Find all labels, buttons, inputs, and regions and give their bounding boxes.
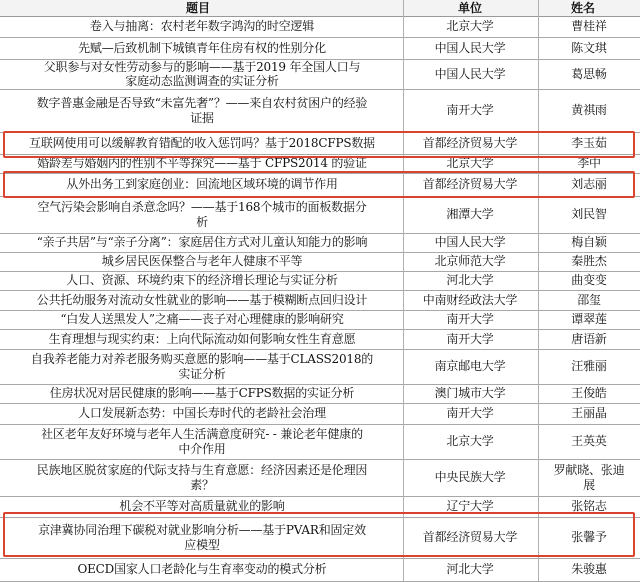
row-name-cell: [540, 37, 638, 59]
header-unit: 单位: [458, 1, 483, 15]
row-unit: 河北大学: [446, 273, 494, 288]
column-divider: [538, 0, 539, 581]
row-name-cell: [540, 310, 638, 329]
row-title: 婚龄差与婚姻内的性别不平等探究——基于 CFPS2014 的验证: [37, 156, 367, 171]
table-row: [0, 89, 640, 133]
row-name: 葛思畅: [571, 66, 607, 81]
row-title-cell: [2, 349, 402, 384]
row-title-cell: [2, 37, 402, 59]
row-name-cell: [540, 349, 638, 384]
row-title-cell: [2, 558, 402, 581]
row-unit: 南开大学: [446, 312, 494, 327]
row-unit: 中国人民大学: [434, 66, 506, 81]
table-row: [0, 233, 640, 253]
row-unit: 北京师范大学: [434, 254, 506, 269]
row-title-cell: [2, 310, 402, 329]
row-unit: 澳门城市大学: [434, 386, 506, 401]
row-name-cell: [540, 384, 638, 403]
row-unit: 南开大学: [446, 406, 494, 421]
row-title: “白发人送黑发人”之痛——丧子对心理健康的影响研究: [60, 312, 344, 327]
table-row: [0, 290, 640, 311]
row-unit-cell: [404, 349, 536, 384]
row-title-cell: [2, 59, 402, 89]
row-title: 互联网使用可以缓解教育错配的收入惩罚吗？基于2018CFPS数据: [29, 135, 375, 150]
row-name: 陈文琪: [571, 40, 607, 55]
row-unit-cell: [404, 89, 536, 132]
row-unit-cell: [404, 16, 536, 37]
row-title: 从外出务工到家庭创业：回流地区域环境的调节作用: [66, 177, 338, 192]
highlight-box: [3, 171, 635, 198]
row-title: 京津冀协同治理下碳税对就业影响分析——基于PVAR和固定效 应模型: [38, 523, 366, 552]
row-name-cell: [540, 290, 638, 310]
row-unit: 南京邮电大学: [434, 359, 506, 374]
row-title-cell: [2, 252, 402, 271]
row-title: 卷入与抽离：农村老年数字鸿沟的时空逻辑: [89, 19, 315, 34]
row-unit-cell: [404, 37, 536, 59]
row-title: 自我养老能力对养老服务购买意愿的影响——基于CLASS2018的 实证分析: [30, 352, 374, 381]
row-title: “亲子共居”与“亲子分离”：家庭居住方式对儿童认知能力的影响: [36, 235, 368, 250]
row-name: 王丽晶: [571, 406, 607, 421]
header-name: 姓名: [571, 1, 596, 15]
row-unit: 中国人民大学: [434, 40, 506, 55]
table-row: [0, 37, 640, 60]
row-title-cell: [2, 233, 402, 252]
row-title-cell: [2, 384, 402, 403]
row-unit: 湘潭大学: [446, 207, 494, 222]
row-unit: 中央民族大学: [434, 470, 506, 485]
row-name: 黄祺雨: [571, 103, 607, 118]
row-unit: 首都经济贸易大学: [422, 177, 518, 192]
table-row: [0, 196, 640, 234]
row-name: 梅自颖: [571, 235, 607, 250]
table-row: [0, 329, 640, 350]
column-divider: [403, 0, 404, 581]
row-title: 父职参与对女性劳动参与的影响——基于2019 年全国人口与 家庭动态监测调查的实证分析: [43, 59, 361, 88]
row-unit: 河北大学: [446, 562, 494, 577]
row-name: 曹桂祥: [571, 19, 607, 34]
row-name-cell: [540, 271, 638, 290]
row-unit-cell: [404, 196, 536, 233]
row-unit-cell: [404, 252, 536, 271]
row-title: 民族地区脱贫家庭的代际支持与生育意愿：经济因素还是伦理因 素？: [36, 463, 368, 492]
row-unit: 首都经济贸易大学: [422, 135, 518, 150]
row-title-cell: [2, 329, 402, 349]
row-name: 曲变变: [571, 273, 607, 288]
row-name-cell: [540, 329, 638, 349]
row-name: 秦胜杰: [571, 254, 607, 269]
row-name: 张馨予: [571, 530, 607, 545]
table-row: [0, 403, 640, 425]
row-title: 社区老年友好环境与老年人生活满意度研究- - 兼论老年健康的 中介作用: [41, 427, 363, 456]
row-unit: 中国人民大学: [434, 235, 506, 250]
row-title-cell: [2, 271, 402, 290]
row-unit: 首都经济贸易大学: [422, 530, 518, 545]
table-row: [0, 349, 640, 385]
table-header: [0, 0, 640, 17]
table-row: [0, 424, 640, 460]
row-unit: 南开大学: [446, 331, 494, 346]
row-name: 朱骏惠: [571, 562, 607, 577]
row-unit: 北京大学: [446, 156, 494, 171]
row-title: 人口发展新态势：中国长寿时代的老龄社会治理: [78, 406, 326, 421]
table-row: [0, 59, 640, 90]
row-unit-cell: [404, 271, 536, 290]
row-title: 空气污染会影响自杀意念吗？——基于168个城市的面板数据分 析: [37, 200, 367, 229]
row-name: 刘志丽: [571, 177, 607, 192]
row-title-cell: [2, 459, 402, 496]
row-name: 邵玺: [577, 292, 601, 307]
table-row: [0, 459, 640, 497]
row-title: 数字普惠金融是否导致“未富先奢”？——来自农村贫困户的经验 证据: [36, 96, 368, 125]
row-title: OECD国家人口老龄化与生育率变动的模式分析: [77, 562, 327, 577]
row-unit-cell: [404, 459, 536, 496]
row-name-cell: [540, 89, 638, 132]
row-title: 公共托幼服务对流动女性就业的影响——基于模糊断点回归设计: [36, 292, 368, 307]
highlight-box: [3, 512, 635, 557]
row-title-cell: [2, 424, 402, 459]
row-name: 张铭志: [571, 499, 607, 514]
row-unit-cell: [404, 329, 536, 349]
table-row: [0, 384, 640, 404]
row-unit-cell: [404, 424, 536, 459]
row-name: 王俊皓: [571, 386, 607, 401]
row-unit: 北京大学: [446, 19, 494, 34]
row-name-cell: [540, 252, 638, 271]
row-name-cell: [540, 16, 638, 37]
row-title-cell: [2, 89, 402, 132]
row-name: 谭翠莲: [571, 312, 607, 327]
row-unit-cell: [404, 384, 536, 403]
row-unit-cell: [404, 310, 536, 329]
row-title: 先赋—后致机制下城镇青年住房有权的性别分化: [78, 40, 326, 55]
row-unit-cell: [404, 558, 536, 581]
row-unit: 北京大学: [446, 434, 494, 449]
row-title-cell: [2, 290, 402, 310]
row-name: 王英英: [571, 434, 607, 449]
row-name: 李中: [577, 156, 601, 171]
header-title: 题目: [186, 1, 211, 15]
table-row: [0, 558, 640, 582]
row-name-cell: [540, 59, 638, 89]
row-name-cell: [540, 459, 638, 496]
table-row: [0, 310, 640, 330]
table-row: [0, 252, 640, 272]
row-name-cell: [540, 233, 638, 252]
row-unit: 南开大学: [446, 103, 494, 118]
row-name-cell: [540, 196, 638, 233]
row-name: 刘民智: [571, 207, 607, 222]
row-unit: 辽宁大学: [446, 499, 494, 514]
row-unit-cell: [404, 233, 536, 252]
row-name-cell: [540, 558, 638, 581]
row-name: 唐语新: [571, 331, 607, 346]
table-row: [0, 16, 640, 38]
row-name: 汪雅丽: [571, 359, 607, 374]
row-title: 住房状况对居民健康的影响——基于CFPS数据的实证分析: [49, 386, 355, 401]
row-name-cell: [540, 424, 638, 459]
highlight-box: [3, 131, 635, 158]
row-title-cell: [2, 196, 402, 233]
row-name: 李玉茹: [571, 135, 607, 150]
row-unit-cell: [404, 59, 536, 89]
row-unit-cell: [404, 290, 536, 310]
row-title-cell: [2, 403, 402, 424]
row-title: 生育理想与现实约束：上向代际流动如何影响女性生育意愿: [48, 331, 356, 346]
table-row: [0, 271, 640, 291]
row-title: 人口、资源、环境约束下的经济增长理论与实证分析: [66, 273, 338, 288]
row-name: 罗献晓、张迪 展: [553, 463, 625, 492]
row-unit-cell: [404, 403, 536, 424]
row-title-cell: [2, 16, 402, 37]
row-unit: 中南财经政法大学: [422, 292, 518, 307]
row-title: 城乡居民医保整合与老年人健康不平等: [101, 254, 303, 269]
row-name-cell: [540, 403, 638, 424]
row-title: 机会不平等对高质量就业的影响: [119, 499, 285, 514]
